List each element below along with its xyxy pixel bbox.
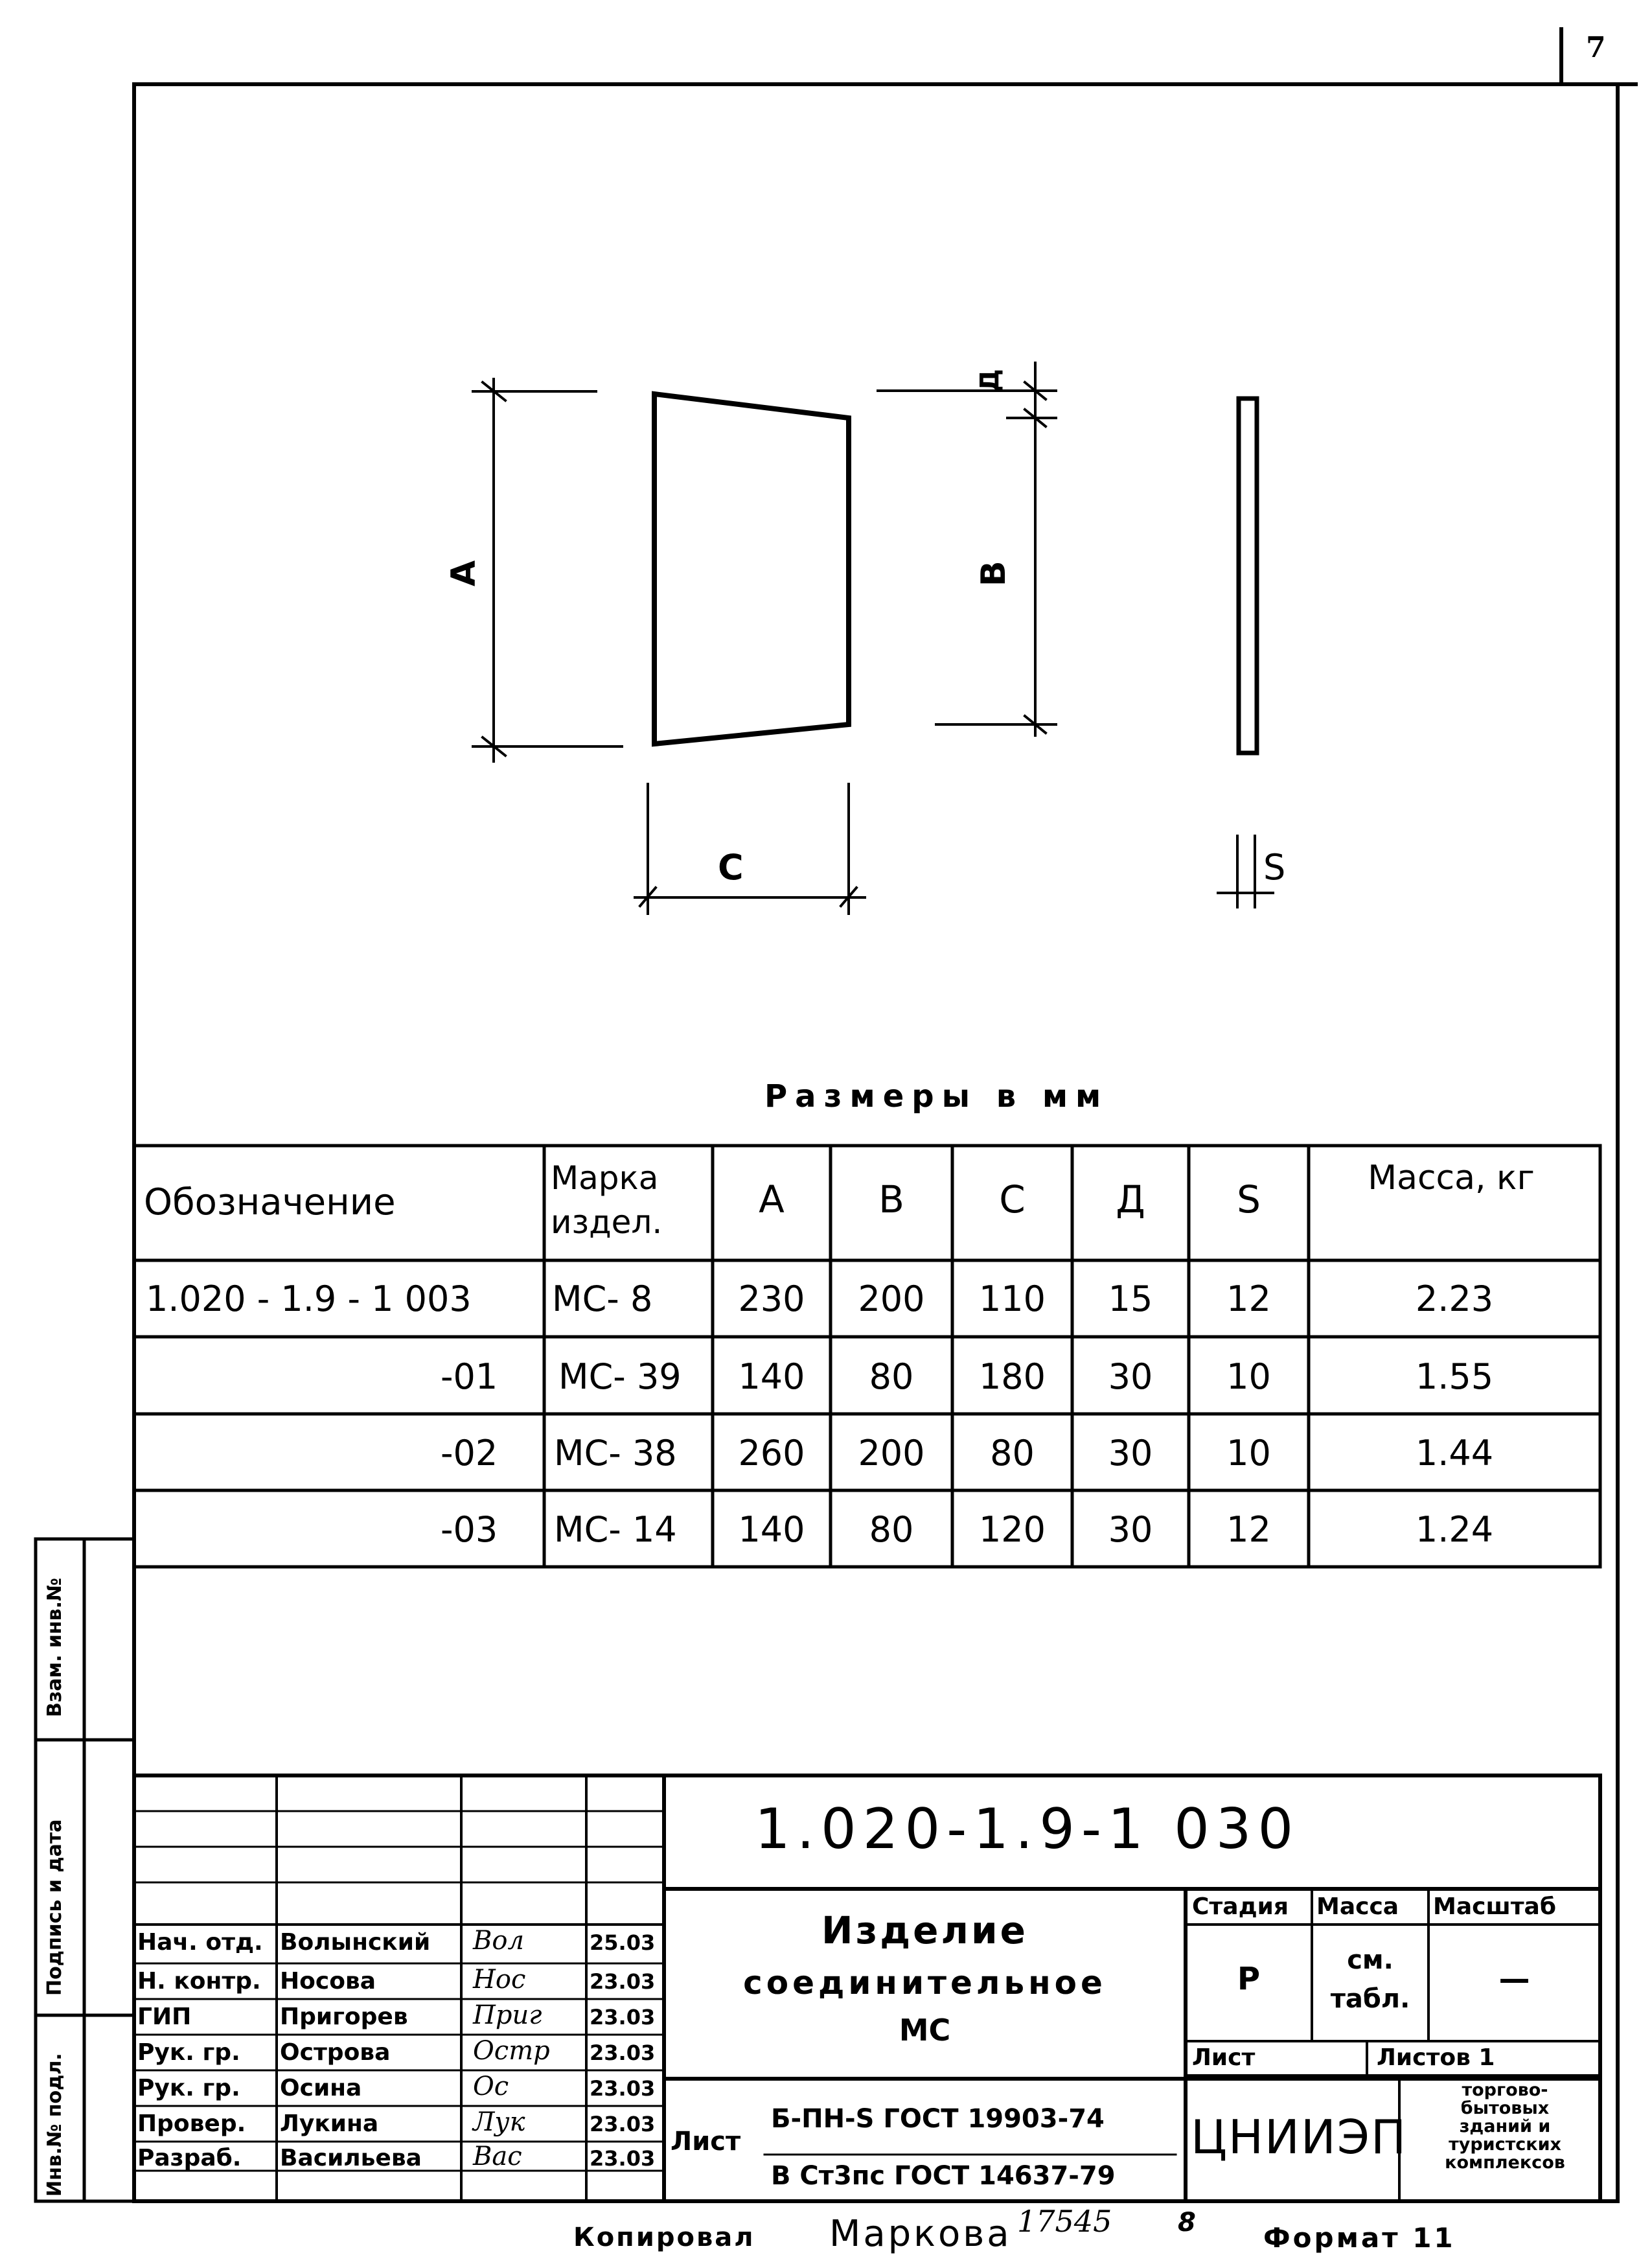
table-row-3-designation: -02 xyxy=(441,1433,498,1474)
title-line-2: соединительное xyxy=(743,1964,1107,2002)
dim-label-b: В xyxy=(974,561,1013,586)
org-sub-line: комплексов xyxy=(1445,2153,1565,2173)
staff-date: 25.03 xyxy=(590,1930,656,1955)
table-row-2-a: 140 xyxy=(738,1356,805,1397)
page-number: 7 xyxy=(1586,31,1606,64)
table-row-3-b: 200 xyxy=(858,1433,925,1474)
table-row-2-b: 80 xyxy=(869,1356,914,1397)
dim-label-c: С xyxy=(718,847,744,888)
table-row-4-d: 30 xyxy=(1108,1509,1153,1550)
material-line-1: Б-ПН-S ГОСТ 19903-74 xyxy=(771,2104,1105,2134)
table-header-mass: Масса, кг xyxy=(1368,1159,1535,1197)
staff-role: Разраб. xyxy=(137,2145,242,2171)
table-row-4-a: 140 xyxy=(738,1509,805,1550)
table-row-1-designation: 1.020 - 1.9 - 1 003 xyxy=(146,1278,472,1319)
table-row-2-s: 10 xyxy=(1226,1356,1271,1397)
mass-label: Масса xyxy=(1316,1893,1399,1920)
staff-name: Васильева xyxy=(280,2145,422,2171)
table-row-4-mass: 1.24 xyxy=(1415,1509,1494,1550)
staff-signature: Приг xyxy=(473,2000,542,2030)
staff-signature: Вас xyxy=(473,2142,522,2171)
table-row-1-a: 230 xyxy=(738,1278,805,1319)
staff-name: Острова xyxy=(280,2039,391,2066)
table-row-1-c: 110 xyxy=(978,1278,1046,1319)
table-header-mark: Марка издел. xyxy=(551,1159,663,1241)
format-label: Формат 11 xyxy=(1263,2222,1456,2254)
staff-name: Волынский xyxy=(280,1929,431,1956)
staff-name: Лукина xyxy=(280,2110,379,2137)
org-sub-line: бытовых xyxy=(1460,2098,1550,2118)
table-row-4-c: 120 xyxy=(978,1509,1046,1550)
table-row-2-mark: МС- 39 xyxy=(558,1356,682,1397)
staff-date: 23.03 xyxy=(590,2041,656,2065)
copied-by-label: Копировал xyxy=(573,2223,755,2252)
staff-signature: Вол xyxy=(473,1926,524,1956)
table-row-4-b: 80 xyxy=(869,1509,914,1550)
staff-role: Рук. гр. xyxy=(137,2075,240,2101)
copied-by-name: Маркова xyxy=(829,2213,1012,2255)
table-row-4-s: 12 xyxy=(1226,1509,1271,1550)
staff-role: Нач. отд. xyxy=(137,1929,263,1956)
table-row-3-d: 30 xyxy=(1108,1433,1153,1474)
material-line-2: В Ст3пс ГОСТ 14637-79 xyxy=(771,2161,1116,2191)
table-row-3-mass: 1.44 xyxy=(1415,1433,1494,1474)
table-row-3-s: 10 xyxy=(1226,1433,1271,1474)
sheets-count-label: Листов 1 xyxy=(1377,2044,1495,2071)
table-header-s: S xyxy=(1237,1177,1261,1221)
sheet-label: Лист xyxy=(1192,2044,1256,2071)
mass-value: см. табл. xyxy=(1330,1945,1410,2014)
staff-date: 23.03 xyxy=(590,2146,656,2171)
organization-name: ЦНИИЭП xyxy=(1191,2110,1408,2164)
table-header-a: А xyxy=(759,1177,785,1221)
table-row-1-d: 15 xyxy=(1108,1278,1153,1319)
staff-date: 23.03 xyxy=(590,2005,656,2029)
table-row-2-c: 180 xyxy=(978,1356,1046,1397)
staff-signature: Остр xyxy=(473,2036,550,2066)
document-number: 1.020-1.9-1 030 xyxy=(755,1797,1300,1862)
table-header-b: В xyxy=(878,1177,904,1221)
staff-name: Носова xyxy=(280,1968,376,1994)
table-row-1-b: 200 xyxy=(858,1278,925,1319)
table-row-3-a: 260 xyxy=(738,1433,805,1474)
staff-signature: Ос xyxy=(473,2072,509,2101)
table-row-1-mass: 2.23 xyxy=(1415,1278,1494,1319)
table-row-2-d: 30 xyxy=(1108,1356,1153,1397)
stage-value: Р xyxy=(1237,1961,1261,1997)
staff-date: 23.03 xyxy=(590,1969,656,1994)
handwritten-number: 17545 xyxy=(1017,2204,1112,2239)
table-header-d: Д xyxy=(1116,1177,1145,1221)
sizes-caption: Размеры в мм xyxy=(764,1078,1109,1115)
table-row-4-mark: МС- 14 xyxy=(554,1509,677,1550)
table-row-1-mark: МС- 8 xyxy=(552,1278,653,1319)
dim-label-d: Д xyxy=(975,369,1005,392)
table-row-1-s: 12 xyxy=(1226,1278,1271,1319)
org-sub-line: зданий и xyxy=(1459,2116,1551,2136)
table-header-c: С xyxy=(999,1177,1026,1221)
staff-role: Н. контр. xyxy=(137,1968,261,1994)
staff-date: 23.03 xyxy=(590,2076,656,2101)
title-line-1: Изделие xyxy=(821,1908,1028,1952)
table-header-designation: Обозначение xyxy=(144,1181,396,1223)
scale-label: Масштаб xyxy=(1433,1893,1556,1920)
handwritten-mark: 8 xyxy=(1178,2208,1196,2237)
stamp-inv-original: Инв.№ подл. xyxy=(43,2053,66,2197)
table-row-3-mark: МС- 38 xyxy=(554,1433,677,1474)
organization-subtitle xyxy=(1411,2081,1599,2172)
staff-signature: Лук xyxy=(473,2107,525,2137)
staff-date: 23.03 xyxy=(590,2112,656,2136)
staff-signature: Нос xyxy=(473,1965,526,1994)
org-sub-line: торгово- xyxy=(1462,2080,1548,2100)
staff-name: Осина xyxy=(280,2075,362,2101)
stage-label: Стадия xyxy=(1192,1893,1289,1920)
dim-label-s: S xyxy=(1263,847,1286,888)
material-sheet-label: Лист xyxy=(671,2127,741,2156)
staff-role: ГИП xyxy=(137,2004,192,2030)
dim-label-a: А xyxy=(444,560,483,586)
stamp-inv-replacement: Взам. инв.№ xyxy=(43,1577,66,1717)
staff-role: Провер. xyxy=(137,2110,246,2137)
table-row-2-mass: 1.55 xyxy=(1415,1356,1494,1397)
table-row-4-designation: -03 xyxy=(441,1509,498,1550)
scale-value: — xyxy=(1498,1961,1530,1997)
title-line-3: МС xyxy=(899,2013,951,2048)
stamp-signature-date: Подпись и дата xyxy=(43,1819,66,1996)
table-row-2-designation: -01 xyxy=(441,1356,498,1397)
staff-role: Рук. гр. xyxy=(137,2039,240,2066)
table-row-3-c: 80 xyxy=(990,1433,1035,1474)
staff-name: Пригорев xyxy=(280,2004,408,2030)
org-sub-line: туристских xyxy=(1449,2134,1561,2155)
